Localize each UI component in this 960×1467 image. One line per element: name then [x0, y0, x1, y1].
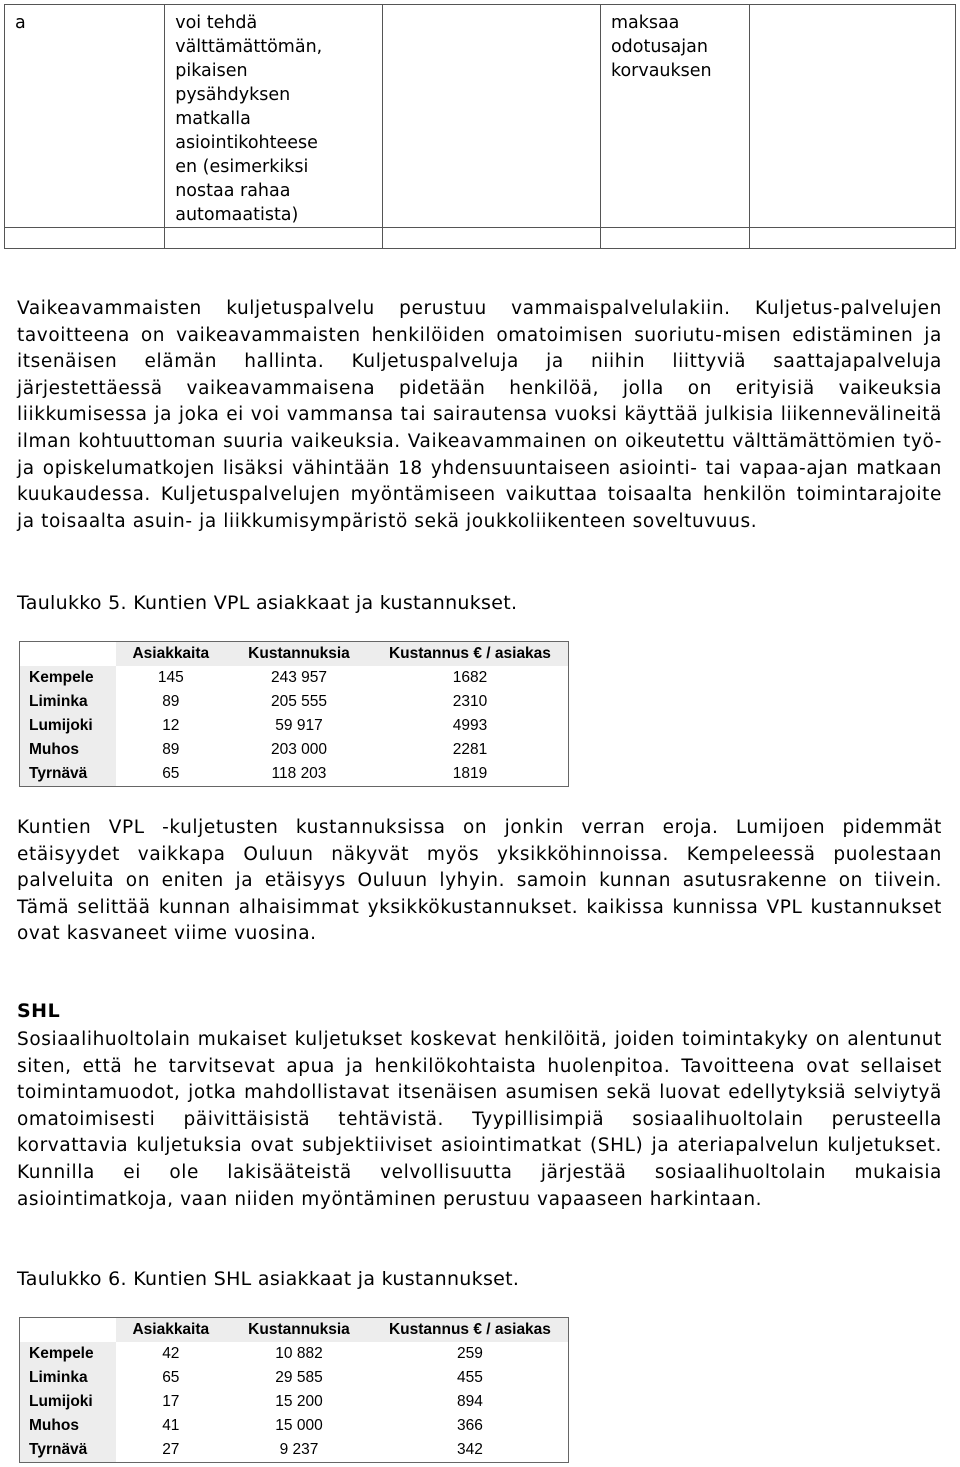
top-table — [4, 4, 956, 249]
table6-header-blank — [20, 1318, 116, 1343]
top-table-cell-5 — [749, 5, 955, 228]
header-text: / asiakas — [486, 645, 551, 662]
euro-icon: € — [473, 1321, 482, 1338]
table5-header-kustannuksia: Kustannuksia — [226, 642, 372, 667]
table-cell: 205 555 — [270, 693, 328, 710]
table-cell: 894 — [457, 1393, 483, 1410]
table-cell: 15 200 — [275, 1393, 323, 1410]
table-cell-municipality: Liminka — [20, 1366, 116, 1390]
table5-header-kustannus-per-asiakas — [372, 642, 569, 667]
table-cell: 145 — [157, 669, 184, 686]
top-table-cell-4: maksaa odotusajan korvauksen — [600, 5, 749, 228]
table-cell: 4993 — [452, 717, 488, 734]
table-cell: 12 — [162, 717, 180, 734]
table-row — [20, 690, 569, 714]
spacer-cell — [383, 228, 601, 249]
table-cell: 2310 — [452, 693, 488, 710]
section-heading-shl: SHL — [17, 1000, 61, 1022]
table-row — [20, 1342, 569, 1366]
table-cell-municipality: Tyrnävä — [20, 1438, 116, 1463]
table-cell: 10 882 — [275, 1345, 323, 1362]
table-cell: 15 000 — [275, 1417, 323, 1434]
top-table-spacer-row — [5, 228, 956, 249]
table-cell: 243 957 — [270, 669, 328, 686]
table-cell: 65 — [162, 765, 180, 782]
table6-header-row — [20, 1318, 569, 1343]
table5-header-blank — [20, 642, 116, 667]
table-cell: 17 — [162, 1393, 180, 1410]
spacer-cell — [5, 228, 165, 249]
spacer-cell — [600, 228, 749, 249]
table-cell: 1819 — [452, 765, 488, 782]
table-cell-municipality: Muhos — [20, 738, 116, 762]
table-cell: 203 000 — [270, 741, 328, 758]
paragraph-vpl-intro: Vaikeavammaisten kuljetuspalvelu perustuu vammaispalvelulakiin. Kuljetus-palvelujen tavoitteena on vaikeavammaisten henkilöiden omatoimisen suoriutu-misen edistäminen ja itsenäisen elämän hallinta. Kuljetuspalveluja ja niihin liittyviä saattajapalveluja järjestettäessä vaikeavammaisena pidetään henkilöä, jolla on erityisiä vaikeuksia liikkumisessa ja joka ei voi vammansa tai sairautensa vuoksi käyttää julkisia liikennevälineitä ilman kohtuuttoman suuria vaikeuksia. Vaikeavammainen on oikeutettu välttämättömien työ- ja opiskelumatkojen lisäksi vähintään 18 yhdensuuntaiseen asiointi- tai vapaa-ajan matkaan kuukaudessa. Kuljetuspalvelujen myöntämiseen vaikuttaa toisaalta henkilön toimintarajoite ja toisaalta asuin- ja liikkumisympäristö sekä joukkoliikenteen soveltuvuus. — [17, 298, 942, 532]
table-cell: 89 — [162, 741, 180, 758]
table-cell-municipality: Lumijoki — [20, 1390, 116, 1414]
table-row — [20, 1438, 569, 1463]
table5-header-row — [20, 642, 569, 667]
table-cell: 2281 — [452, 741, 488, 758]
table-cell: 65 — [162, 1369, 180, 1386]
top-table-cell-1: a — [5, 5, 165, 228]
table6-header-asiakkaita: Asiakkaita — [116, 1318, 227, 1343]
table-row — [20, 1390, 569, 1414]
table-cell: 9 237 — [279, 1441, 319, 1458]
table-cell: 89 — [162, 693, 180, 710]
table6-caption: Taulukko 6. Kuntien SHL asiakkaat ja kustannukset. — [17, 1268, 520, 1290]
table6-header-kustannus-per-asiakas — [372, 1318, 569, 1343]
table-row — [20, 714, 569, 738]
table5 — [19, 641, 569, 787]
table5-header-asiakkaita: Asiakkaita — [116, 642, 227, 667]
table-cell: 42 — [162, 1345, 180, 1362]
table-cell-municipality: Kempele — [20, 1342, 116, 1366]
table-cell: 59 917 — [275, 717, 323, 734]
spacer-cell — [749, 228, 955, 249]
table-cell: 29 585 — [275, 1369, 323, 1386]
table-cell-municipality: Lumijoki — [20, 714, 116, 738]
table-cell: 366 — [457, 1417, 483, 1434]
table-cell: 259 — [457, 1345, 483, 1362]
header-text: Kustannus — [388, 645, 470, 662]
table-cell-municipality: Kempele — [20, 666, 116, 690]
paragraph-vpl-costs: Kuntien VPL -kuljetusten kustannuksissa on jonkin verran eroja. Lumijoen pidemmät etäisyydet vaikkapa Ouluun näkyvät myös yksikköhinnoissa. Kempeleessä puolestaan palveluita on eniten ja etäisyys Ouluun lyhyin. samoin kunnan asutusrakenne on tiivein. Tämä selittää kunnan alhaisimmat yksikkökustannukset. kaikissa kunnissa VPL kustannukset ovat kasvaneet viime vuosina. — [17, 817, 942, 945]
table-row — [20, 762, 569, 787]
euro-icon: € — [473, 645, 482, 662]
top-table-cell-3 — [383, 5, 601, 228]
spacer-cell — [165, 228, 383, 249]
table-cell: 1682 — [452, 669, 488, 686]
table-row — [20, 738, 569, 762]
table-cell: 342 — [457, 1441, 483, 1458]
table-cell: 455 — [457, 1369, 483, 1386]
table-row — [20, 666, 569, 690]
table-cell: 41 — [162, 1417, 180, 1434]
paragraph-shl-intro: Sosiaalihuoltolain mukaiset kuljetukset koskevat henkilöitä, joiden toimintakyky on alentunut siten, että he tarvitsevat apua ja henkilökohtaista huolenpitoa. Tavoitteena ovat sellaiset toimintamuodot, jotka mahdollistavat itsenäisen asumisen sekä luovat edellytyksiä selviytyä omatoimisesti päivittäisistä tehtävistä. Tyypillisimpiä sosiaalihuoltolain perusteella korvattavia kuljetuksia ovat subjektiiviset asiointimatkat (SHL) ja ateriapalvelun kuljetukset. Kunnilla ei ole lakisääteistä velvollisuutta järjestää sosiaalihuoltolain mukaisia asiointimatkoja, vaan niiden myöntäminen perustuu vapaaseen harkintaan. — [17, 1029, 942, 1210]
table-cell-municipality: Muhos — [20, 1414, 116, 1438]
table-cell: 118 203 — [271, 765, 327, 782]
table6-header-kustannuksia: Kustannuksia — [226, 1318, 372, 1343]
top-table-cell-2: voi tehdä välttämättömän, pikaisen pysähdyksen matkalla asiointikohteese en (esimerkiksi nostaa rahaa automaatista) — [165, 5, 383, 228]
table-cell-municipality: Tyrnävä — [20, 762, 116, 787]
table5-caption: Taulukko 5. Kuntien VPL asiakkaat ja kustannukset. — [17, 592, 518, 614]
header-text: / asiakas — [486, 1321, 551, 1338]
table-cell: 27 — [162, 1441, 180, 1458]
table6 — [19, 1317, 569, 1463]
top-table-row — [5, 5, 956, 228]
table-row — [20, 1366, 569, 1390]
header-text: Kustannus — [388, 1321, 470, 1338]
table-row — [20, 1414, 569, 1438]
table-cell-municipality: Liminka — [20, 690, 116, 714]
